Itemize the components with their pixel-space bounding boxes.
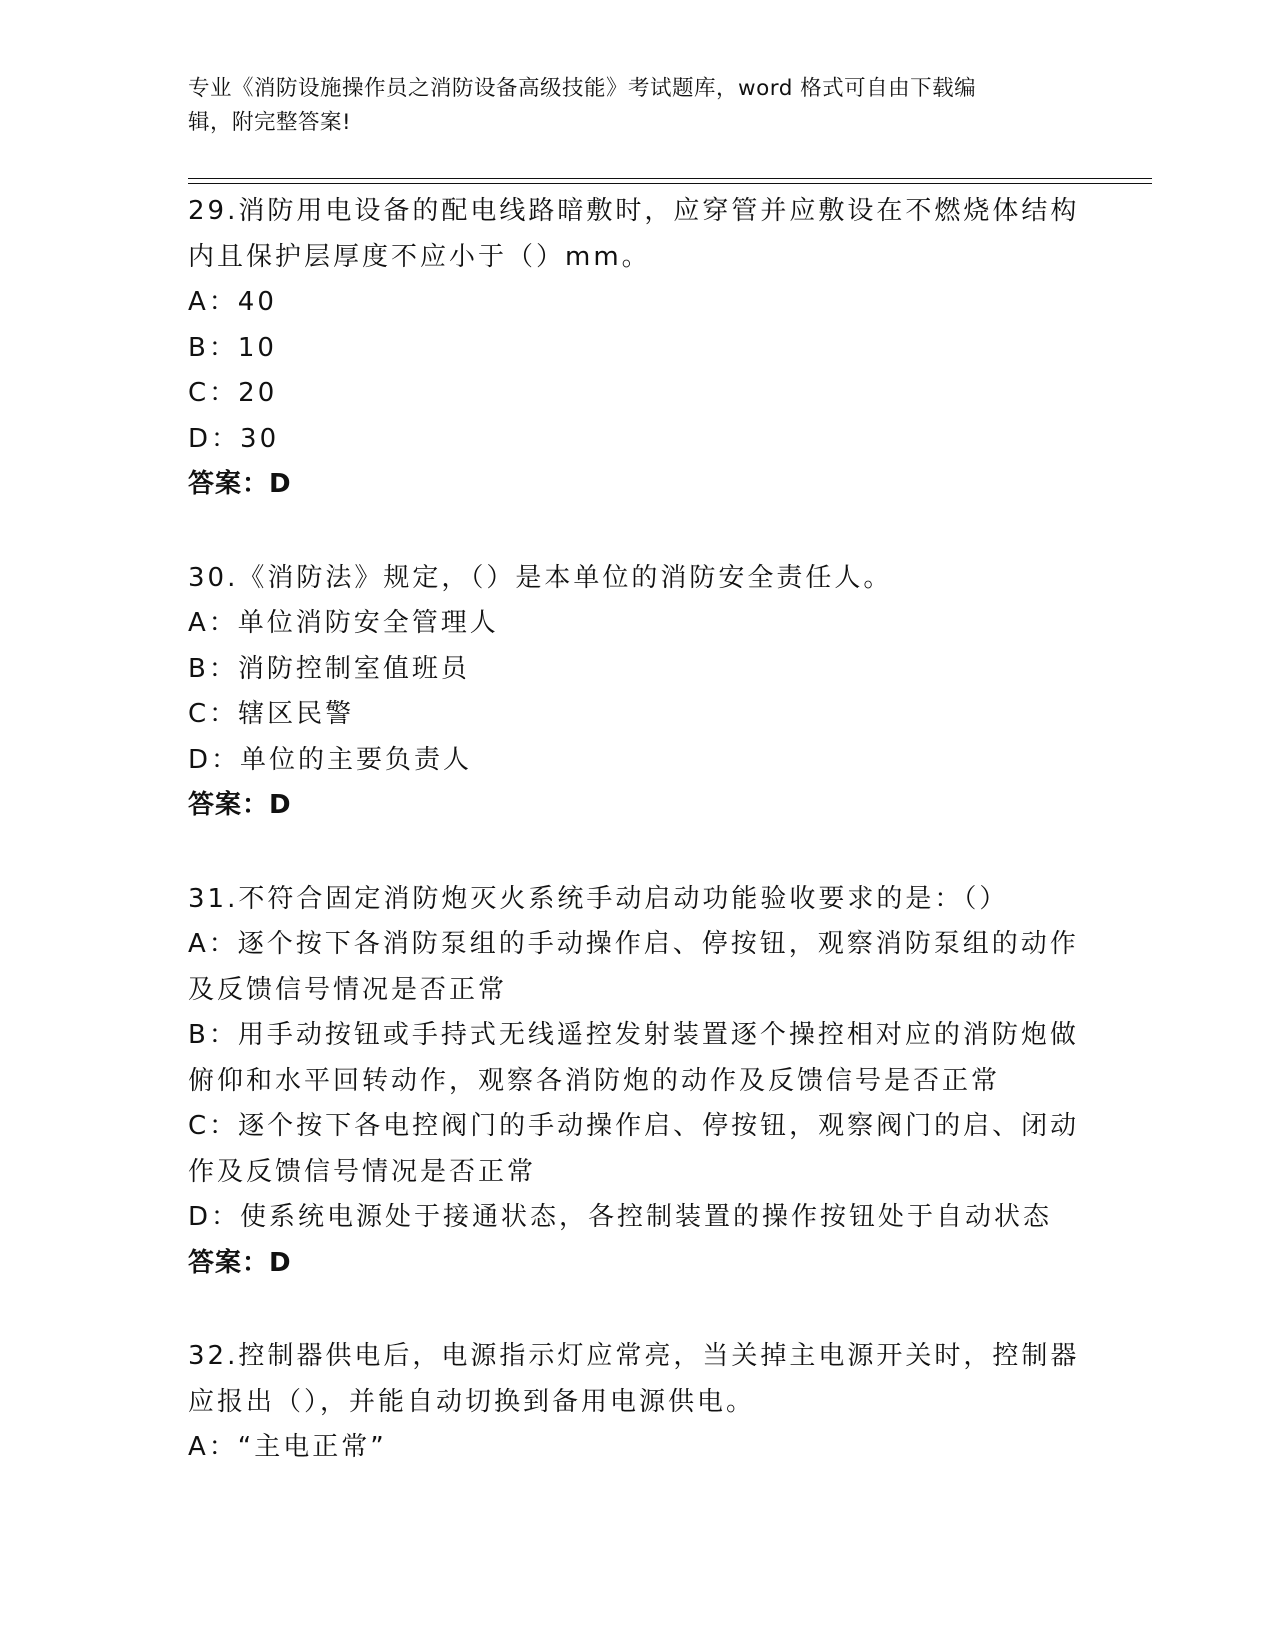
question-29 [188, 189, 1088, 508]
answer-label: 答案：D [188, 469, 292, 499]
option-b: B：消防控制室值班员 [188, 653, 470, 684]
option-b: B：10 [188, 332, 277, 363]
document-header [188, 72, 1068, 140]
answer-label: 答案：D [188, 1247, 292, 1278]
header-divider-top [188, 178, 1152, 179]
option-c: C：逐个按下各电控阀门的手动操作启、停按钮，观察阀门的启、闭动作及反馈信号情况是否正常 [188, 1111, 1080, 1187]
question-stem: 29.消防用电设备的配电线路暗敷时，应穿管并应敷设在不燃烧体结构内且保护层厚度不应小于（）mm。 [188, 196, 1080, 272]
option-c: C：辖区民警 [188, 699, 355, 729]
option-c: C：20 [188, 378, 278, 408]
question-list [188, 189, 1088, 1471]
question-32 [188, 1334, 1088, 1471]
answer-label: 答案：D [188, 790, 292, 820]
option-d: D：单位的主要负责人 [188, 744, 473, 775]
option-a: A：“主电正常” [188, 1432, 387, 1462]
question-stem: 32.控制器供电后，电源指示灯应常亮，当关掉主电源开关时，控制器应报出（），并能自动切换到备用电源供电。 [188, 1341, 1080, 1417]
option-b: B：用手动按钮或手持式无线遥控发射装置逐个操控相对应的消防炮做俯仰和水平回转动作，观察各消防炮的动作及反馈信号是否正常 [188, 1020, 1079, 1096]
option-a: A：逐个按下各消防泵组的手动操作启、停按钮，观察消防泵组的动作及反馈信号情况是否正常 [188, 929, 1079, 1005]
header-line-1: 专业《消防设施操作员之消防设备高级技能》考试题库，word 格式可自由下载编 [188, 76, 977, 101]
question-31 [188, 877, 1088, 1287]
header-line-2: 辑，附完整答案! [188, 110, 352, 135]
header-divider-bottom [188, 183, 1152, 184]
option-d: D：使系统电源处于接通状态，各控制装置的操作按钮处于自动状态 [188, 1202, 1053, 1232]
question-30 [188, 556, 1088, 829]
option-a: A：40 [188, 287, 277, 317]
question-stem: 31.不符合固定消防炮灭火系统手动启动功能验收要求的是：（） [188, 883, 1009, 914]
option-d: D：30 [188, 423, 280, 454]
option-a: A：单位消防安全管理人 [188, 608, 499, 638]
question-stem: 30.《消防法》规定，（）是本单位的消防安全责任人。 [188, 562, 893, 593]
